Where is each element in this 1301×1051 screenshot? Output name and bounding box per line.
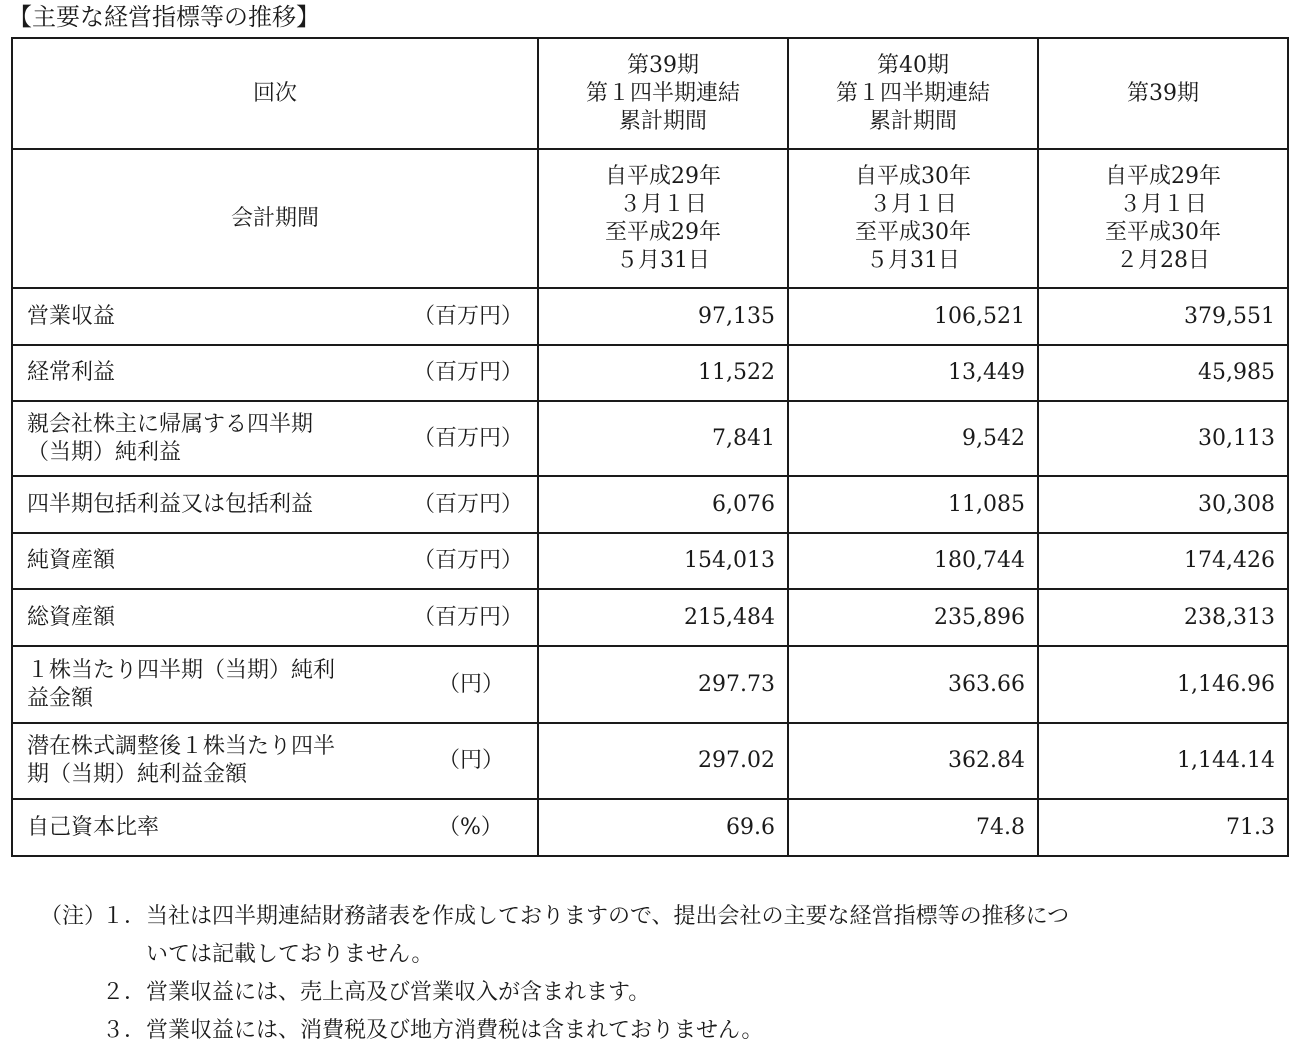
row-label: １株当たり四半期（当期）純利 益金額	[27, 657, 336, 711]
row-value: 297.02	[538, 723, 788, 799]
row-value: 1,146.96	[1038, 646, 1288, 723]
fiscal-col-3-line: 至平成30年	[1105, 219, 1221, 245]
header-row-period	[12, 38, 1288, 149]
fiscal-col-1-line: 自平成29年	[605, 163, 721, 189]
notes-section	[40, 898, 1069, 1050]
row-value: 235,896	[788, 589, 1038, 646]
note-text: 営業収益には、消費税及び地方消費税は含まれておりません。	[146, 1018, 764, 1043]
period-col-1-line: 第39期	[627, 52, 699, 78]
row-value: 297.73	[538, 646, 788, 723]
row-value: 71.3	[1038, 799, 1288, 856]
table-row	[12, 476, 1288, 533]
note-text-continued: いては記載しておりません。	[146, 942, 434, 967]
row-unit: （百万円）	[413, 548, 524, 573]
fiscal-col-1-line: ３月１日	[618, 191, 707, 217]
table-row	[12, 401, 1288, 476]
row-unit: （円）	[438, 671, 505, 697]
row-value: 74.8	[788, 799, 1038, 856]
row-value: 97,135	[538, 288, 788, 345]
row-value: 215,484	[538, 589, 788, 646]
table-row	[12, 589, 1288, 646]
period-label: 回次	[252, 80, 297, 106]
notes-prefix: （注）	[40, 904, 107, 929]
fiscal-col-1	[538, 149, 788, 288]
fiscal-col-2-line: 自平成30年	[855, 163, 971, 189]
period-label-cell	[12, 38, 538, 149]
period-col-3	[1038, 38, 1288, 149]
row-value: 30,308	[1038, 476, 1288, 533]
table-row	[12, 799, 1288, 856]
table-row	[12, 345, 1288, 401]
period-col-1-line: 第１四半期連結	[585, 80, 740, 106]
row-value: 45,985	[1038, 345, 1288, 401]
row-value: 379,551	[1038, 288, 1288, 345]
row-label: 総資産額	[27, 604, 116, 630]
row-value: 106,521	[788, 288, 1038, 345]
row-label: 自己資本比率	[27, 814, 160, 840]
period-col-1-line: 累計期間	[618, 108, 707, 134]
note-text: 営業収益には、売上高及び営業収入が含まれます。	[146, 980, 651, 1005]
table-row	[12, 533, 1288, 589]
period-col-2	[788, 38, 1038, 149]
fiscal-col-2-line: ５月31日	[866, 247, 960, 273]
row-value: 238,313	[1038, 589, 1288, 646]
fiscal-col-3-line: 自平成29年	[1105, 163, 1221, 189]
period-col-1	[538, 38, 788, 149]
row-value: 363.66	[788, 646, 1038, 723]
fiscal-col-1-line: ５月31日	[616, 247, 710, 273]
row-unit: （百万円）	[413, 425, 524, 451]
row-value: 9,542	[788, 401, 1038, 476]
fiscal-col-2-line: 至平成30年	[855, 219, 971, 245]
header-row-fiscal	[12, 149, 1288, 288]
period-col-2-line: 累計期間	[868, 108, 957, 134]
row-value: 69.6	[538, 799, 788, 856]
period-col-2-line: 第40期	[877, 52, 949, 78]
row-item-cell	[12, 589, 538, 646]
row-value: 180,744	[788, 533, 1038, 589]
row-item-cell	[12, 288, 538, 345]
row-value: 6,076	[538, 476, 788, 533]
fiscal-col-3-line: ２月28日	[1116, 247, 1210, 273]
row-item-cell	[12, 345, 538, 401]
row-label: 潜在株式調整後１株当たり四半 期（当期）純利益金額	[27, 734, 336, 787]
row-unit: （百万円）	[413, 303, 524, 329]
row-unit: （百万円）	[413, 360, 524, 385]
fiscal-label-cell	[12, 149, 538, 288]
row-label: 四半期包括利益又は包括利益	[27, 491, 314, 517]
row-item-cell	[12, 401, 538, 476]
fiscal-col-2	[788, 149, 1038, 288]
table-row	[12, 723, 1288, 799]
row-label: 純資産額	[27, 548, 116, 573]
row-value: 154,013	[538, 533, 788, 589]
row-item-cell	[12, 723, 538, 799]
note-text: 当社は四半期連結財務諸表を作成しておりますので、提出会社の主要な経営指標等の推移につ	[146, 904, 1070, 929]
row-value: 362.84	[788, 723, 1038, 799]
period-col-2-line: 第１四半期連結	[835, 80, 990, 106]
note-number: ２．	[102, 980, 147, 1005]
row-item-cell	[12, 799, 538, 856]
note-item	[40, 974, 1069, 1012]
period-col-3-line: 第39期	[1127, 80, 1199, 106]
row-label: 営業収益	[27, 303, 116, 329]
row-label: 経常利益	[27, 360, 116, 385]
row-value: 13,449	[788, 345, 1038, 401]
fiscal-label: 会計期間	[230, 205, 319, 231]
section-heading: 【主要な経営指標等の推移】	[8, 3, 320, 31]
table-row	[12, 288, 1288, 345]
row-label: 親会社株主に帰属する四半期 （当期）純利益	[27, 411, 314, 465]
row-value: 11,522	[538, 345, 788, 401]
fiscal-col-1-line: 至平成29年	[605, 219, 721, 245]
row-item-cell	[12, 533, 538, 589]
fiscal-col-2-line: ３月１日	[868, 191, 957, 217]
note-number: ３．	[102, 1018, 147, 1043]
row-item-cell	[12, 646, 538, 723]
row-unit: （円）	[438, 748, 505, 773]
row-item-cell	[12, 476, 538, 533]
row-unit: （百万円）	[413, 604, 524, 630]
table-row	[12, 646, 1288, 723]
row-value: 1,144.14	[1038, 723, 1288, 799]
row-value: 30,113	[1038, 401, 1288, 476]
note-item	[40, 1012, 1069, 1050]
row-value: 7,841	[538, 401, 788, 476]
fiscal-col-3	[1038, 149, 1288, 288]
row-unit: （%）	[438, 814, 503, 840]
fiscal-col-3-line: ３月１日	[1118, 191, 1207, 217]
note-item	[40, 898, 1069, 936]
indicators-table	[11, 37, 1289, 857]
row-unit: （百万円）	[413, 491, 524, 517]
note-number: １．	[102, 904, 147, 929]
row-value: 174,426	[1038, 533, 1288, 589]
row-value: 11,085	[788, 476, 1038, 533]
